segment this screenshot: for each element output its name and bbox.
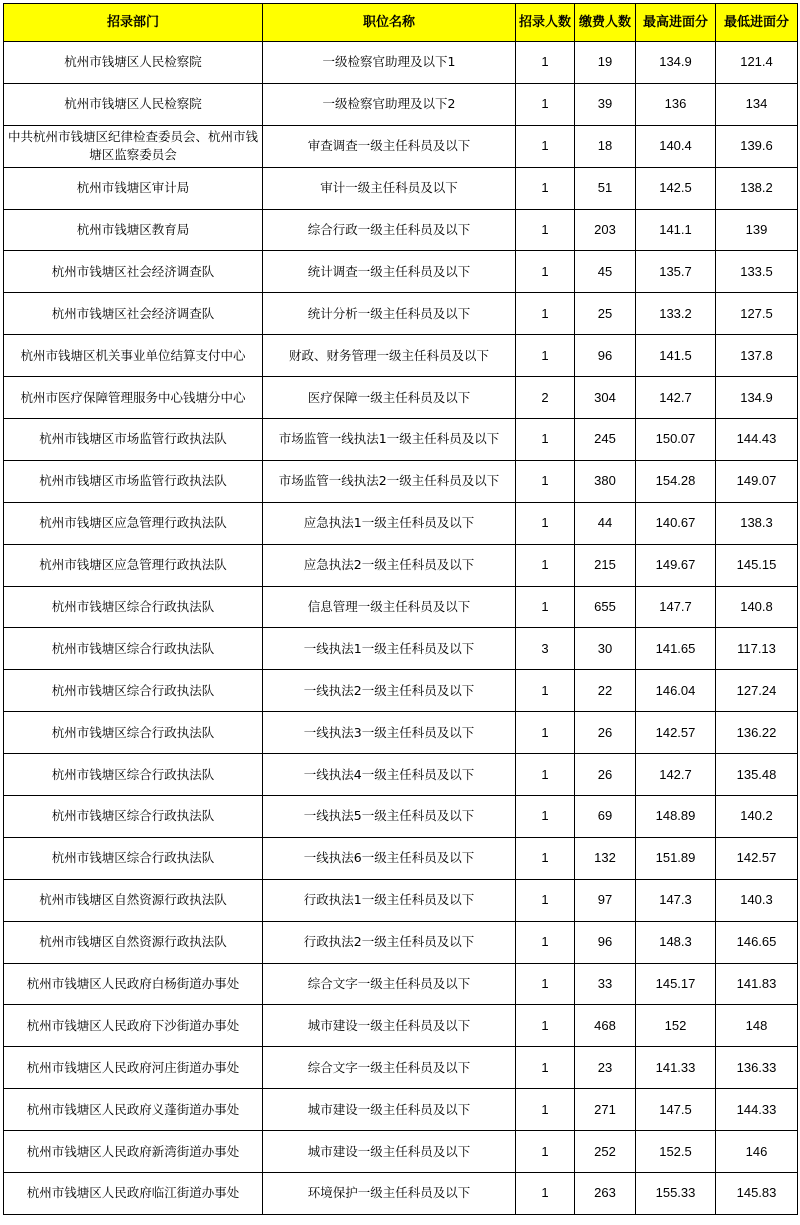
- cell-max-score: 148.3: [636, 921, 716, 963]
- cell-department: 杭州市钱塘区自然资源行政执法队: [4, 879, 263, 921]
- cell-applicant-count: 132: [575, 837, 636, 879]
- cell-hire-count: 1: [516, 837, 575, 879]
- cell-min-score: 136.22: [716, 712, 798, 754]
- header-hire-count: 招录人数: [516, 4, 575, 42]
- cell-hire-count: 1: [516, 125, 575, 167]
- cell-applicant-count: 26: [575, 712, 636, 754]
- cell-applicant-count: 96: [575, 921, 636, 963]
- cell-applicant-count: 245: [575, 419, 636, 461]
- cell-department: 杭州市钱塘区人民政府白杨街道办事处: [4, 963, 263, 1005]
- cell-position: 城市建设一级主任科员及以下: [263, 1131, 516, 1173]
- table-row: [4, 879, 798, 921]
- cell-hire-count: 2: [516, 377, 575, 419]
- cell-max-score: 149.67: [636, 544, 716, 586]
- table-row: [4, 209, 798, 251]
- cell-min-score: 145.15: [716, 544, 798, 586]
- cell-hire-count: 1: [516, 1131, 575, 1173]
- table-row: [4, 837, 798, 879]
- cell-applicant-count: 39: [575, 83, 636, 125]
- cell-applicant-count: 97: [575, 879, 636, 921]
- table-row: [4, 628, 798, 670]
- cell-position: 统计分析一级主任科员及以下: [263, 293, 516, 335]
- cell-min-score: 121.4: [716, 42, 798, 84]
- header-min-score: 最低进面分: [716, 4, 798, 42]
- cell-applicant-count: 69: [575, 796, 636, 838]
- cell-position: 行政执法1一级主任科员及以下: [263, 879, 516, 921]
- table-body: [4, 42, 798, 1215]
- cell-min-score: 144.43: [716, 419, 798, 461]
- cell-applicant-count: 96: [575, 335, 636, 377]
- cell-max-score: 142.7: [636, 754, 716, 796]
- cell-max-score: 151.89: [636, 837, 716, 879]
- cell-max-score: 142.7: [636, 377, 716, 419]
- cell-department: 杭州市钱塘区人民政府临江街道办事处: [4, 1173, 263, 1215]
- cell-hire-count: 1: [516, 712, 575, 754]
- table-row: [4, 125, 798, 167]
- table-row: [4, 83, 798, 125]
- cell-applicant-count: 45: [575, 251, 636, 293]
- cell-department: 中共杭州市钱塘区纪律检查委员会、杭州市钱塘区监察委员会: [4, 125, 263, 167]
- cell-max-score: 133.2: [636, 293, 716, 335]
- cell-department: 杭州市钱塘区综合行政执法队: [4, 837, 263, 879]
- cell-position: 环境保护一级主任科员及以下: [263, 1173, 516, 1215]
- cell-hire-count: 1: [516, 670, 575, 712]
- cell-max-score: 145.17: [636, 963, 716, 1005]
- cell-department: 杭州市钱塘区人民政府新湾街道办事处: [4, 1131, 263, 1173]
- table-row: [4, 42, 798, 84]
- cell-applicant-count: 468: [575, 1005, 636, 1047]
- cell-applicant-count: 271: [575, 1089, 636, 1131]
- cell-applicant-count: 215: [575, 544, 636, 586]
- cell-min-score: 134: [716, 83, 798, 125]
- cell-max-score: 150.07: [636, 419, 716, 461]
- cell-max-score: 148.89: [636, 796, 716, 838]
- table-row: [4, 167, 798, 209]
- cell-department: 杭州市钱塘区综合行政执法队: [4, 586, 263, 628]
- cell-position: 市场监管一线执法1一级主任科员及以下: [263, 419, 516, 461]
- cell-min-score: 145.83: [716, 1173, 798, 1215]
- cell-hire-count: 1: [516, 293, 575, 335]
- cell-applicant-count: 22: [575, 670, 636, 712]
- table-row: [4, 1089, 798, 1131]
- cell-hire-count: 1: [516, 335, 575, 377]
- cell-max-score: 147.3: [636, 879, 716, 921]
- cell-hire-count: 1: [516, 586, 575, 628]
- cell-hire-count: 3: [516, 628, 575, 670]
- cell-department: 杭州市钱塘区人民检察院: [4, 83, 263, 125]
- cell-min-score: 146.65: [716, 921, 798, 963]
- cell-position: 一级检察官助理及以下1: [263, 42, 516, 84]
- cell-hire-count: 1: [516, 544, 575, 586]
- cell-position: 一级检察官助理及以下2: [263, 83, 516, 125]
- table-row: [4, 754, 798, 796]
- cell-min-score: 135.48: [716, 754, 798, 796]
- cell-position: 统计调查一级主任科员及以下: [263, 251, 516, 293]
- table-row: [4, 293, 798, 335]
- cell-hire-count: 1: [516, 167, 575, 209]
- cell-applicant-count: 655: [575, 586, 636, 628]
- table-row: [4, 921, 798, 963]
- cell-hire-count: 1: [516, 921, 575, 963]
- cell-hire-count: 1: [516, 879, 575, 921]
- cell-department: 杭州市钱塘区人民政府河庄街道办事处: [4, 1047, 263, 1089]
- cell-min-score: 138.2: [716, 167, 798, 209]
- cell-applicant-count: 44: [575, 502, 636, 544]
- cell-hire-count: 1: [516, 1005, 575, 1047]
- header-department: 招录部门: [4, 4, 263, 42]
- cell-hire-count: 1: [516, 796, 575, 838]
- header-applicant-count: 缴费人数: [575, 4, 636, 42]
- cell-department: 杭州市钱塘区市场监管行政执法队: [4, 460, 263, 502]
- table-row: [4, 1173, 798, 1215]
- cell-min-score: 146: [716, 1131, 798, 1173]
- cell-department: 杭州市钱塘区市场监管行政执法队: [4, 419, 263, 461]
- cell-applicant-count: 19: [575, 42, 636, 84]
- cell-min-score: 140.3: [716, 879, 798, 921]
- cell-department: 杭州市钱塘区自然资源行政执法队: [4, 921, 263, 963]
- table-row: [4, 544, 798, 586]
- cell-max-score: 147.7: [636, 586, 716, 628]
- cell-position: 综合行政一级主任科员及以下: [263, 209, 516, 251]
- cell-applicant-count: 25: [575, 293, 636, 335]
- cell-hire-count: 1: [516, 754, 575, 796]
- table-row: [4, 377, 798, 419]
- table-row: [4, 419, 798, 461]
- cell-max-score: 141.33: [636, 1047, 716, 1089]
- table-row: [4, 1047, 798, 1089]
- table-row: [4, 502, 798, 544]
- cell-max-score: 140.4: [636, 125, 716, 167]
- cell-applicant-count: 263: [575, 1173, 636, 1215]
- cell-min-score: 148: [716, 1005, 798, 1047]
- cell-position: 医疗保障一级主任科员及以下: [263, 377, 516, 419]
- cell-max-score: 147.5: [636, 1089, 716, 1131]
- cell-position: 综合文字一级主任科员及以下: [263, 1047, 516, 1089]
- recruitment-score-table: [3, 3, 798, 1215]
- cell-max-score: 136: [636, 83, 716, 125]
- cell-hire-count: 1: [516, 1047, 575, 1089]
- cell-position: 审计一级主任科员及以下: [263, 167, 516, 209]
- cell-max-score: 142.57: [636, 712, 716, 754]
- cell-hire-count: 1: [516, 83, 575, 125]
- cell-min-score: 149.07: [716, 460, 798, 502]
- cell-department: 杭州市钱塘区综合行政执法队: [4, 628, 263, 670]
- cell-position: 城市建设一级主任科员及以下: [263, 1005, 516, 1047]
- cell-max-score: 141.1: [636, 209, 716, 251]
- cell-max-score: 141.65: [636, 628, 716, 670]
- cell-department: 杭州市医疗保障管理服务中心钱塘分中心: [4, 377, 263, 419]
- table-row: [4, 1131, 798, 1173]
- cell-hire-count: 1: [516, 209, 575, 251]
- cell-min-score: 139: [716, 209, 798, 251]
- cell-department: 杭州市钱塘区应急管理行政执法队: [4, 544, 263, 586]
- cell-department: 杭州市钱塘区人民政府下沙街道办事处: [4, 1005, 263, 1047]
- cell-max-score: 152.5: [636, 1131, 716, 1173]
- cell-department: 杭州市钱塘区社会经济调查队: [4, 293, 263, 335]
- cell-max-score: 155.33: [636, 1173, 716, 1215]
- cell-position: 应急执法1一级主任科员及以下: [263, 502, 516, 544]
- cell-position: 一线执法3一级主任科员及以下: [263, 712, 516, 754]
- cell-department: 杭州市钱塘区综合行政执法队: [4, 754, 263, 796]
- cell-position: 一线执法1一级主任科员及以下: [263, 628, 516, 670]
- cell-max-score: 141.5: [636, 335, 716, 377]
- cell-applicant-count: 51: [575, 167, 636, 209]
- cell-position: 城市建设一级主任科员及以下: [263, 1089, 516, 1131]
- cell-department: 杭州市钱塘区社会经济调查队: [4, 251, 263, 293]
- cell-applicant-count: 304: [575, 377, 636, 419]
- cell-hire-count: 1: [516, 251, 575, 293]
- cell-applicant-count: 252: [575, 1131, 636, 1173]
- cell-position: 一线执法4一级主任科员及以下: [263, 754, 516, 796]
- cell-hire-count: 1: [516, 460, 575, 502]
- cell-max-score: 146.04: [636, 670, 716, 712]
- table-row: [4, 712, 798, 754]
- cell-applicant-count: 18: [575, 125, 636, 167]
- table-row: [4, 963, 798, 1005]
- table-row: [4, 1005, 798, 1047]
- cell-max-score: 152: [636, 1005, 716, 1047]
- cell-min-score: 127.24: [716, 670, 798, 712]
- cell-applicant-count: 23: [575, 1047, 636, 1089]
- cell-department: 杭州市钱塘区审计局: [4, 167, 263, 209]
- cell-max-score: 140.67: [636, 502, 716, 544]
- cell-position: 应急执法2一级主任科员及以下: [263, 544, 516, 586]
- cell-hire-count: 1: [516, 963, 575, 1005]
- cell-department: 杭州市钱塘区人民检察院: [4, 42, 263, 84]
- table-row: [4, 670, 798, 712]
- cell-max-score: 135.7: [636, 251, 716, 293]
- cell-hire-count: 1: [516, 419, 575, 461]
- cell-position: 审查调查一级主任科员及以下: [263, 125, 516, 167]
- table-row: [4, 796, 798, 838]
- cell-min-score: 144.33: [716, 1089, 798, 1131]
- cell-department: 杭州市钱塘区综合行政执法队: [4, 712, 263, 754]
- cell-department: 杭州市钱塘区综合行政执法队: [4, 670, 263, 712]
- cell-min-score: 138.3: [716, 502, 798, 544]
- cell-min-score: 139.6: [716, 125, 798, 167]
- cell-min-score: 133.5: [716, 251, 798, 293]
- cell-hire-count: 1: [516, 42, 575, 84]
- cell-applicant-count: 203: [575, 209, 636, 251]
- header-position: 职位名称: [263, 4, 516, 42]
- cell-position: 市场监管一线执法2一级主任科员及以下: [263, 460, 516, 502]
- cell-min-score: 134.9: [716, 377, 798, 419]
- cell-min-score: 127.5: [716, 293, 798, 335]
- table-row: [4, 251, 798, 293]
- cell-department: 杭州市钱塘区综合行政执法队: [4, 796, 263, 838]
- table-row: [4, 586, 798, 628]
- table-header-row: [4, 4, 798, 42]
- cell-department: 杭州市钱塘区机关事业单位结算支付中心: [4, 335, 263, 377]
- cell-min-score: 136.33: [716, 1047, 798, 1089]
- cell-position: 财政、财务管理一级主任科员及以下: [263, 335, 516, 377]
- cell-department: 杭州市钱塘区人民政府义蓬街道办事处: [4, 1089, 263, 1131]
- cell-min-score: 140.8: [716, 586, 798, 628]
- cell-hire-count: 1: [516, 1173, 575, 1215]
- cell-position: 综合文字一级主任科员及以下: [263, 963, 516, 1005]
- cell-min-score: 117.13: [716, 628, 798, 670]
- cell-department: 杭州市钱塘区应急管理行政执法队: [4, 502, 263, 544]
- cell-max-score: 134.9: [636, 42, 716, 84]
- table-row: [4, 460, 798, 502]
- cell-position: 行政执法2一级主任科员及以下: [263, 921, 516, 963]
- cell-department: 杭州市钱塘区教育局: [4, 209, 263, 251]
- cell-min-score: 140.2: [716, 796, 798, 838]
- cell-hire-count: 1: [516, 502, 575, 544]
- cell-applicant-count: 380: [575, 460, 636, 502]
- cell-hire-count: 1: [516, 1089, 575, 1131]
- cell-applicant-count: 33: [575, 963, 636, 1005]
- cell-min-score: 142.57: [716, 837, 798, 879]
- header-max-score: 最高进面分: [636, 4, 716, 42]
- cell-position: 一线执法2一级主任科员及以下: [263, 670, 516, 712]
- cell-applicant-count: 26: [575, 754, 636, 796]
- cell-position: 信息管理一级主任科员及以下: [263, 586, 516, 628]
- cell-applicant-count: 30: [575, 628, 636, 670]
- cell-max-score: 142.5: [636, 167, 716, 209]
- table-row: [4, 335, 798, 377]
- cell-min-score: 137.8: [716, 335, 798, 377]
- cell-min-score: 141.83: [716, 963, 798, 1005]
- cell-max-score: 154.28: [636, 460, 716, 502]
- cell-position: 一线执法6一级主任科员及以下: [263, 837, 516, 879]
- cell-position: 一线执法5一级主任科员及以下: [263, 796, 516, 838]
